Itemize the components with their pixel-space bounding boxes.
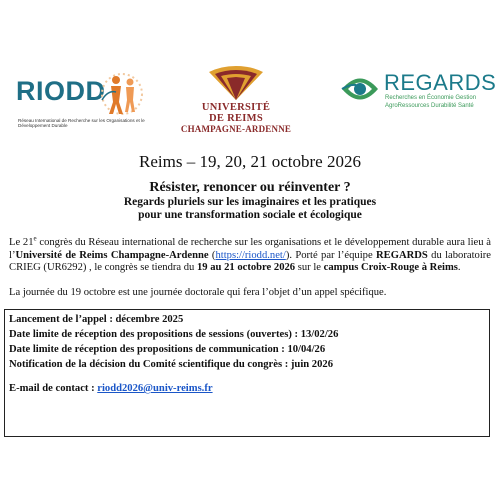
university-region: CHAMPAGNE-ARDENNE <box>180 124 292 134</box>
committee-notification: Notification de la décision du Comité scientifique du congrès : juin 2026 <box>9 359 333 370</box>
regards-subtitle-line1: Recherches en Économie Gestion <box>385 95 477 101</box>
riodd-wordmark: RIODD <box>16 76 106 106</box>
intro-text-7: . <box>457 262 461 273</box>
riodd-figures-icon <box>96 70 148 118</box>
intro-campus: campus Croix-Rouge à Reims <box>323 262 458 273</box>
intro-text-4: ). Porté par l’équipe <box>285 249 376 261</box>
regards-eye-icon <box>340 72 380 106</box>
riodd-logo <box>10 70 150 140</box>
intro-text-5: du laboratoire CRIEG (UR6292) , le congrès se tiendra du <box>9 249 491 273</box>
key-dates-box <box>4 309 490 437</box>
riodd-website-link[interactable]: https://riodd.net/ <box>215 249 286 261</box>
conference-subtitle-line1: Regards pluriels sur les imaginaires et les pratiques <box>123 196 377 208</box>
contact-email-link[interactable]: riodd2026@univ-reims.fr <box>97 383 213 394</box>
conference-title: Résister, renoncer ou réinventer ? <box>149 180 351 195</box>
riodd-subtitle: Réseau International de Recherche sur les Organisations et le Développement Durable <box>18 118 145 129</box>
conference-subtitle-line2: pour une transformation sociale et écologique <box>138 209 362 221</box>
regards-subtitle <box>385 95 476 110</box>
intro-text-6: sur le <box>295 262 324 273</box>
intro-text-3: ( <box>208 249 216 261</box>
intro-text-2: congrès du Réseau international de recherche sur les organisations et le développement durable aura lieu à l’ <box>9 237 491 261</box>
university-logo <box>180 64 292 140</box>
event-date: Reims – 19, 20, 21 octobre 2026 <box>139 152 361 171</box>
headline <box>0 180 500 222</box>
logo-banner <box>0 62 500 142</box>
intro-superscript: e <box>33 234 37 243</box>
contact-email-line <box>9 381 485 396</box>
intro-team: REGARDS <box>376 249 428 261</box>
regards-logo <box>338 70 497 122</box>
sessions-deadline: Date limite de réception des propositions de sessions (ouvertes) : 13/02/26 <box>9 329 339 340</box>
intro-text-1: Le 21 <box>9 237 34 248</box>
regards-subtitle-line2: AgroRessources Durabilité Santé <box>385 102 474 109</box>
intro-dates: 19 au 21 octobre 2026 <box>197 262 296 273</box>
intro-university: Université de Reims Champagne-Ardenne <box>15 249 209 261</box>
communication-deadline: Date limite de réception des propositions de communication : 10/04/26 <box>9 344 326 355</box>
university-name-line2: DE REIMS <box>208 113 264 124</box>
contact-email-label: E-mail de contact : <box>9 383 98 394</box>
regards-wordmark: REGARDS <box>384 70 497 95</box>
university-name-line1: UNIVERSITÉ <box>201 102 271 113</box>
university-emblem-icon <box>201 64 271 102</box>
doctoral-day-paragraph: La journée du 19 octobre est une journée doctorale qui fera l’objet d’un appel spécifique. <box>9 287 387 298</box>
call-launch: Lancement de l’appel : décembre 2025 <box>9 314 184 325</box>
intro-paragraph <box>9 234 491 275</box>
